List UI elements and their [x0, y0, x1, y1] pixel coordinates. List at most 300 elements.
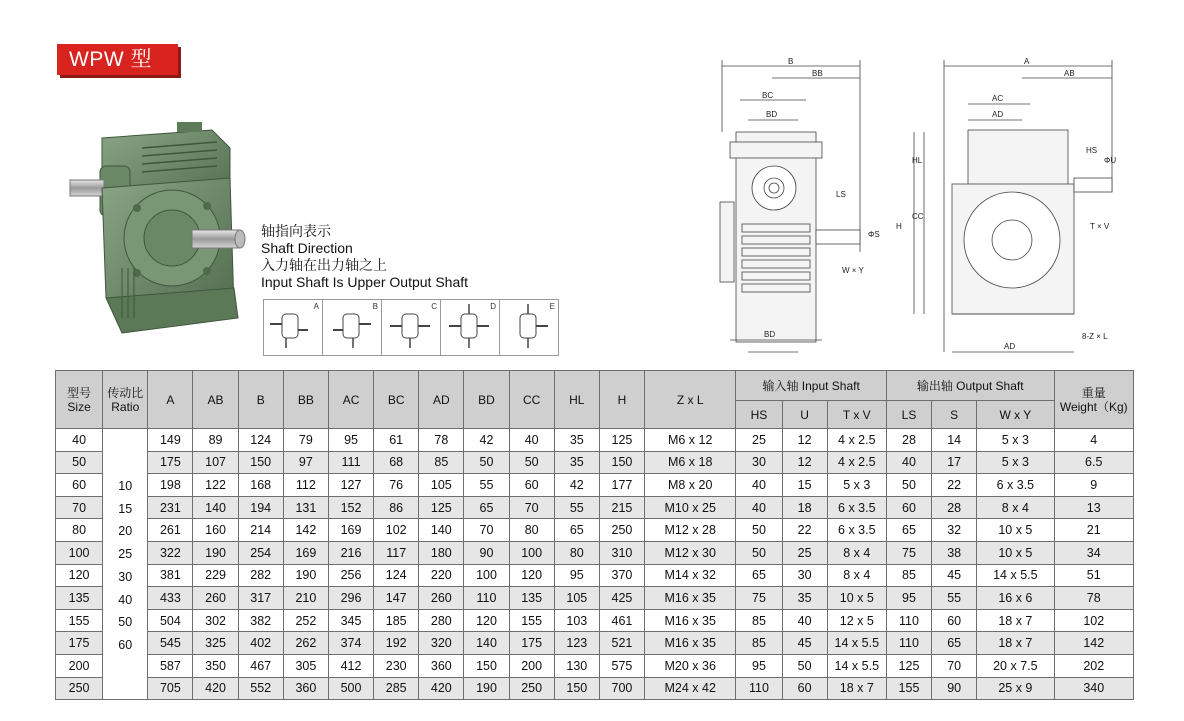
- header-weight-en: Weight（Kg): [1059, 399, 1128, 414]
- table-cell: 14 x 5.5: [977, 564, 1054, 587]
- shaft-direction-title-cn: 轴指向表示: [261, 223, 331, 239]
- gearbox-photo: [62, 118, 252, 338]
- dim-label-ad: AD: [992, 110, 1004, 119]
- table-cell: 131: [283, 496, 328, 519]
- table-cell: 250: [509, 677, 554, 700]
- table-cell: 17: [932, 451, 977, 474]
- table-cell: 230: [374, 654, 419, 677]
- table-cell: 50: [736, 519, 782, 542]
- table-cell: 35: [782, 587, 827, 610]
- header-dim: H: [599, 371, 644, 429]
- table-cell: 22: [932, 474, 977, 497]
- table-cell: 18 x 7: [977, 609, 1054, 632]
- table-cell: 142: [283, 519, 328, 542]
- header-input-col: T x V: [827, 401, 886, 429]
- table-cell: 10 x 5: [977, 519, 1054, 542]
- table-cell: 149: [148, 429, 193, 452]
- table-cell: 210: [283, 587, 328, 610]
- table-cell: 22: [782, 519, 827, 542]
- table-cell: 30: [736, 451, 782, 474]
- table-cell: 322: [148, 541, 193, 564]
- table-cell: 280: [419, 609, 464, 632]
- table-cell: 110: [736, 677, 782, 700]
- table-cell: M20 x 36: [645, 654, 736, 677]
- ratio-value: 50: [118, 615, 133, 630]
- ratio-value: 25: [118, 547, 133, 562]
- dim-label-bd: BD: [766, 110, 778, 119]
- table-cell: 15: [782, 474, 827, 497]
- table-cell: 500: [328, 677, 373, 700]
- table-cell: 190: [283, 564, 328, 587]
- cell-size: 155: [56, 609, 103, 632]
- table-cell: 107: [193, 451, 238, 474]
- table-cell: 360: [283, 677, 328, 700]
- page-title: WPW 型: [69, 48, 152, 71]
- table-cell: 111: [328, 451, 373, 474]
- shaft-direction-subtitle-en: Input Shaft Is Upper Output Shaft: [261, 274, 469, 290]
- table-cell: 125: [886, 654, 931, 677]
- table-cell: 168: [238, 474, 283, 497]
- shaft-direction-box-a: [263, 299, 323, 356]
- table-cell: 412: [328, 654, 373, 677]
- table-cell: 105: [554, 587, 599, 610]
- header-dim: B: [238, 371, 283, 429]
- table-cell: 40: [509, 429, 554, 452]
- table-cell: 190: [464, 677, 509, 700]
- table-cell: 254: [238, 541, 283, 564]
- table-cell: 521: [599, 632, 644, 655]
- header-dim: Z x L: [645, 371, 736, 429]
- table-cell: M16 x 35: [645, 632, 736, 655]
- table-cell: 55: [554, 496, 599, 519]
- table-cell: 360: [419, 654, 464, 677]
- table-cell: 75: [736, 587, 782, 610]
- table-cell: 185: [374, 609, 419, 632]
- table-cell: 14: [932, 429, 977, 452]
- header-size: [56, 371, 103, 429]
- table-cell: 310: [599, 541, 644, 564]
- dim-label-hl: HL: [912, 156, 923, 165]
- table-cell: 150: [238, 451, 283, 474]
- table-cell: 320: [419, 632, 464, 655]
- table-cell: 61: [374, 429, 419, 452]
- table-cell: 8 x 4: [977, 496, 1054, 519]
- shaft-direction-title-en: Shaft Direction: [261, 240, 353, 256]
- table-cell: 50: [782, 654, 827, 677]
- dim-label-zl: 8-Z × L: [1082, 332, 1108, 341]
- header-output-col: W x Y: [977, 401, 1054, 429]
- table-cell: 345: [328, 609, 373, 632]
- table-cell: 425: [599, 587, 644, 610]
- table-row: [56, 564, 1134, 587]
- table-cell: 150: [464, 654, 509, 677]
- table-cell: 140: [193, 496, 238, 519]
- table-cell: 302: [193, 609, 238, 632]
- table-cell: 317: [238, 587, 283, 610]
- header-weight-cn: 重量: [1081, 385, 1106, 400]
- table-cell: 135: [509, 587, 554, 610]
- front-view-drawing: [890, 52, 1122, 362]
- table-cell: 12: [782, 429, 827, 452]
- shaft-direction-letter: A: [313, 302, 319, 311]
- table-cell: 40: [886, 451, 931, 474]
- dim-label-s: ΦS: [868, 230, 880, 239]
- table-cell: 150: [599, 451, 644, 474]
- table-cell: 40: [736, 474, 782, 497]
- table-cell: 545: [148, 632, 193, 655]
- ratio-value: 40: [118, 592, 133, 607]
- ratio-value: 20: [118, 524, 133, 539]
- cell-size: 250: [56, 677, 103, 700]
- cell-size: 50: [56, 451, 103, 474]
- table-row: [56, 429, 1134, 452]
- table-cell: 28: [886, 429, 931, 452]
- table-cell: 231: [148, 496, 193, 519]
- ratio-value: 30: [118, 569, 133, 584]
- dim-label-wy: W × Y: [842, 266, 864, 275]
- dim-label-ad-bottom: AD: [1004, 342, 1016, 351]
- table-cell: 261: [148, 519, 193, 542]
- table-cell: 5 x 3: [977, 429, 1054, 452]
- table-cell: 68: [374, 451, 419, 474]
- table-cell: 5 x 3: [977, 451, 1054, 474]
- table-cell: 5 x 3: [827, 474, 886, 497]
- table-cell: 252: [283, 609, 328, 632]
- table-cell: 6.5: [1054, 451, 1134, 474]
- dim-label-tv: T × V: [1090, 222, 1110, 231]
- table-cell: 50: [509, 451, 554, 474]
- table-cell: 70: [464, 519, 509, 542]
- dim-label-a: A: [1024, 57, 1030, 66]
- table-cell: 216: [328, 541, 373, 564]
- table-cell: M12 x 28: [645, 519, 736, 542]
- header-ratio-en: Ratio: [111, 399, 140, 414]
- table-cell: M8 x 20: [645, 474, 736, 497]
- table-row: [56, 541, 1134, 564]
- table-cell: 105: [419, 474, 464, 497]
- table-cell: 102: [374, 519, 419, 542]
- table-body: [56, 429, 1134, 700]
- table-cell: 85: [886, 564, 931, 587]
- table-cell: 13: [1054, 496, 1134, 519]
- dim-label-ac: AC: [992, 94, 1004, 103]
- cell-size: 80: [56, 519, 103, 542]
- table-cell: 700: [599, 677, 644, 700]
- table-cell: 175: [509, 632, 554, 655]
- table-cell: 42: [554, 474, 599, 497]
- table-cell: 8 x 4: [827, 541, 886, 564]
- table-cell: M6 x 18: [645, 451, 736, 474]
- cell-size: 200: [56, 654, 103, 677]
- header-output-shaft: 输出轴 Output Shaft: [886, 371, 1054, 401]
- table-cell: 125: [599, 429, 644, 452]
- table-cell: 250: [599, 519, 644, 542]
- table-cell: 102: [1054, 609, 1134, 632]
- table-cell: 202: [1054, 654, 1134, 677]
- table-cell: 125: [419, 496, 464, 519]
- table-cell: 6 x 3.5: [827, 496, 886, 519]
- header-dim: A: [148, 371, 193, 429]
- table-cell: 169: [283, 541, 328, 564]
- table-cell: 6 x 3.5: [827, 519, 886, 542]
- table-cell: 90: [932, 677, 977, 700]
- table-cell: 117: [374, 541, 419, 564]
- table-row: [56, 632, 1134, 655]
- table-cell: 6 x 3.5: [977, 474, 1054, 497]
- table-cell: 50: [464, 451, 509, 474]
- header-size-en: Size: [67, 399, 91, 414]
- table-cell: 60: [782, 677, 827, 700]
- table-cell: 152: [328, 496, 373, 519]
- table-cell: 50: [736, 541, 782, 564]
- table-cell: 260: [193, 587, 238, 610]
- table-cell: 190: [193, 541, 238, 564]
- table-cell: 433: [148, 587, 193, 610]
- table-cell: 18: [782, 496, 827, 519]
- table-cell: 214: [238, 519, 283, 542]
- table-cell: 70: [932, 654, 977, 677]
- side-view-drawing: [700, 52, 890, 362]
- table-cell: 140: [464, 632, 509, 655]
- table-cell: 552: [238, 677, 283, 700]
- table-cell: 65: [554, 519, 599, 542]
- header-ratio-cn: 传动比: [107, 385, 144, 400]
- table-cell: 110: [886, 609, 931, 632]
- table-cell: 192: [374, 632, 419, 655]
- table-cell: 285: [374, 677, 419, 700]
- header-dim: BB: [283, 371, 328, 429]
- table-cell: M10 x 25: [645, 496, 736, 519]
- table-cell: 75: [886, 541, 931, 564]
- table-cell: 12: [782, 451, 827, 474]
- table-cell: 262: [283, 632, 328, 655]
- table-cell: 45: [782, 632, 827, 655]
- table-cell: 160: [193, 519, 238, 542]
- table-cell: 100: [464, 564, 509, 587]
- table-cell: 51: [1054, 564, 1134, 587]
- table-cell: 123: [554, 632, 599, 655]
- ratio-value: 10: [118, 479, 133, 493]
- table-cell: 374: [328, 632, 373, 655]
- table-cell: 78: [419, 429, 464, 452]
- table-cell: 200: [509, 654, 554, 677]
- table-cell: 85: [736, 632, 782, 655]
- table-cell: 325: [193, 632, 238, 655]
- dim-label-bd-bottom: BD: [764, 330, 776, 339]
- table-cell: 705: [148, 677, 193, 700]
- table-cell: 147: [374, 587, 419, 610]
- table-cell: 194: [238, 496, 283, 519]
- table-cell: 35: [554, 429, 599, 452]
- table-cell: 110: [464, 587, 509, 610]
- table-cell: 55: [932, 587, 977, 610]
- cell-size: 60: [56, 474, 103, 497]
- header-size-cn: 型号: [67, 385, 92, 400]
- table-cell: 40: [736, 496, 782, 519]
- table-cell: 14 x 5.5: [827, 654, 886, 677]
- table-cell: 50: [886, 474, 931, 497]
- table-row: [56, 451, 1134, 474]
- table-cell: 350: [193, 654, 238, 677]
- table-cell: 95: [886, 587, 931, 610]
- table-cell: 370: [599, 564, 644, 587]
- table-cell: 420: [193, 677, 238, 700]
- table-row: [56, 474, 1134, 497]
- table-cell: 150: [554, 677, 599, 700]
- table-cell: 42: [464, 429, 509, 452]
- table-cell: 20 x 7.5: [977, 654, 1054, 677]
- shaft-direction-box-b: [322, 299, 382, 356]
- table-cell: 124: [238, 429, 283, 452]
- shaft-direction-box-c: [381, 299, 441, 356]
- table-cell: 467: [238, 654, 283, 677]
- table-cell: 4 x 2.5: [827, 429, 886, 452]
- table-cell: 65: [736, 564, 782, 587]
- table-cell: 38: [932, 541, 977, 564]
- table-cell: 215: [599, 496, 644, 519]
- table-cell: 10 x 5: [977, 541, 1054, 564]
- table-cell: 575: [599, 654, 644, 677]
- table-cell: 86: [374, 496, 419, 519]
- table-cell: 12 x 5: [827, 609, 886, 632]
- table-cell: 110: [886, 632, 931, 655]
- table-cell: 103: [554, 609, 599, 632]
- shaft-direction-letter: D: [490, 302, 496, 311]
- table-cell: 18 x 7: [827, 677, 886, 700]
- header-input-shaft: 输入轴 Input Shaft: [736, 371, 887, 401]
- table-cell: 30: [782, 564, 827, 587]
- table-cell: M24 x 42: [645, 677, 736, 700]
- cell-size: 120: [56, 564, 103, 587]
- table-cell: 40: [782, 609, 827, 632]
- table-cell: 65: [464, 496, 509, 519]
- shaft-direction-letter: B: [372, 302, 378, 311]
- table-cell: 175: [148, 451, 193, 474]
- cell-size: 135: [56, 587, 103, 610]
- table-cell: 122: [193, 474, 238, 497]
- table-cell: 95: [736, 654, 782, 677]
- table-cell: 9: [1054, 474, 1134, 497]
- table-cell: 60: [886, 496, 931, 519]
- cell-size: 175: [56, 632, 103, 655]
- table-cell: 34: [1054, 541, 1134, 564]
- table-cell: 127: [328, 474, 373, 497]
- shaft-direction-box-e: [499, 299, 559, 356]
- table-cell: M16 x 35: [645, 609, 736, 632]
- dim-label-u: ΦU: [1104, 156, 1117, 165]
- table-cell: 60: [932, 609, 977, 632]
- table-cell: 78: [1054, 587, 1134, 610]
- shaft-direction-diagrams: [263, 299, 555, 356]
- table-cell: 32: [932, 519, 977, 542]
- table-cell: 25: [736, 429, 782, 452]
- dim-label-bb: BB: [812, 69, 823, 78]
- table-cell: 60: [509, 474, 554, 497]
- header-dim: BC: [374, 371, 419, 429]
- table-cell: M14 x 32: [645, 564, 736, 587]
- table-row: [56, 609, 1134, 632]
- title-badge: [57, 44, 178, 75]
- table-cell: 55: [464, 474, 509, 497]
- table-cell: 296: [328, 587, 373, 610]
- table-cell: 340: [1054, 677, 1134, 700]
- cell-size: 70: [56, 496, 103, 519]
- table-cell: 282: [238, 564, 283, 587]
- table-cell: 177: [599, 474, 644, 497]
- table-cell: 45: [932, 564, 977, 587]
- spec-table: [55, 370, 1134, 700]
- table-cell: 95: [554, 564, 599, 587]
- table-cell: 80: [554, 541, 599, 564]
- table-cell: 95: [328, 429, 373, 452]
- dim-label-ab: AB: [1064, 69, 1075, 78]
- table-cell: 381: [148, 564, 193, 587]
- table-cell: M12 x 30: [645, 541, 736, 564]
- table-cell: 142: [1054, 632, 1134, 655]
- table-cell: 76: [374, 474, 419, 497]
- table-cell: 130: [554, 654, 599, 677]
- header-output-col: LS: [886, 401, 931, 429]
- table-cell: 402: [238, 632, 283, 655]
- table-cell: 65: [932, 632, 977, 655]
- table-cell: 28: [932, 496, 977, 519]
- table-cell: 100: [509, 541, 554, 564]
- table-cell: 260: [419, 587, 464, 610]
- header-dim: AD: [419, 371, 464, 429]
- header-dim: AC: [328, 371, 373, 429]
- table-cell: 97: [283, 451, 328, 474]
- dim-label-hs: HS: [1086, 146, 1098, 155]
- table-cell: 155: [509, 609, 554, 632]
- header-dim: BD: [464, 371, 509, 429]
- table-cell: 155: [886, 677, 931, 700]
- table-cell: 16 x 6: [977, 587, 1054, 610]
- header-weight: [1054, 371, 1134, 429]
- cell-size: 100: [56, 541, 103, 564]
- shaft-direction-subtitle-cn: 入力轴在出力轴之上: [261, 257, 387, 273]
- table-cell: 124: [374, 564, 419, 587]
- table-cell: 85: [419, 451, 464, 474]
- cell-ratio-list: [103, 429, 148, 700]
- table-row: [56, 519, 1134, 542]
- table-cell: 382: [238, 609, 283, 632]
- table-cell: 79: [283, 429, 328, 452]
- table-cell: 89: [193, 429, 238, 452]
- table-cell: M6 x 12: [645, 429, 736, 452]
- table-cell: 229: [193, 564, 238, 587]
- table-row: [56, 496, 1134, 519]
- dim-label-cc: CC: [912, 212, 924, 221]
- header-ratio: [103, 371, 148, 429]
- table-cell: 85: [736, 609, 782, 632]
- table-cell: 587: [148, 654, 193, 677]
- table-cell: 120: [509, 564, 554, 587]
- table-cell: 90: [464, 541, 509, 564]
- ratio-value: 60: [118, 637, 133, 652]
- table-cell: 120: [464, 609, 509, 632]
- table-cell: 504: [148, 609, 193, 632]
- shaft-direction-box-d: [440, 299, 500, 356]
- table-cell: 140: [419, 519, 464, 542]
- header-dim: CC: [509, 371, 554, 429]
- header-input-col: HS: [736, 401, 782, 429]
- ratio-value: 15: [118, 501, 133, 516]
- table-cell: 220: [419, 564, 464, 587]
- table-cell: 70: [509, 496, 554, 519]
- table-cell: 169: [328, 519, 373, 542]
- table-cell: 8 x 4: [827, 564, 886, 587]
- table-cell: 256: [328, 564, 373, 587]
